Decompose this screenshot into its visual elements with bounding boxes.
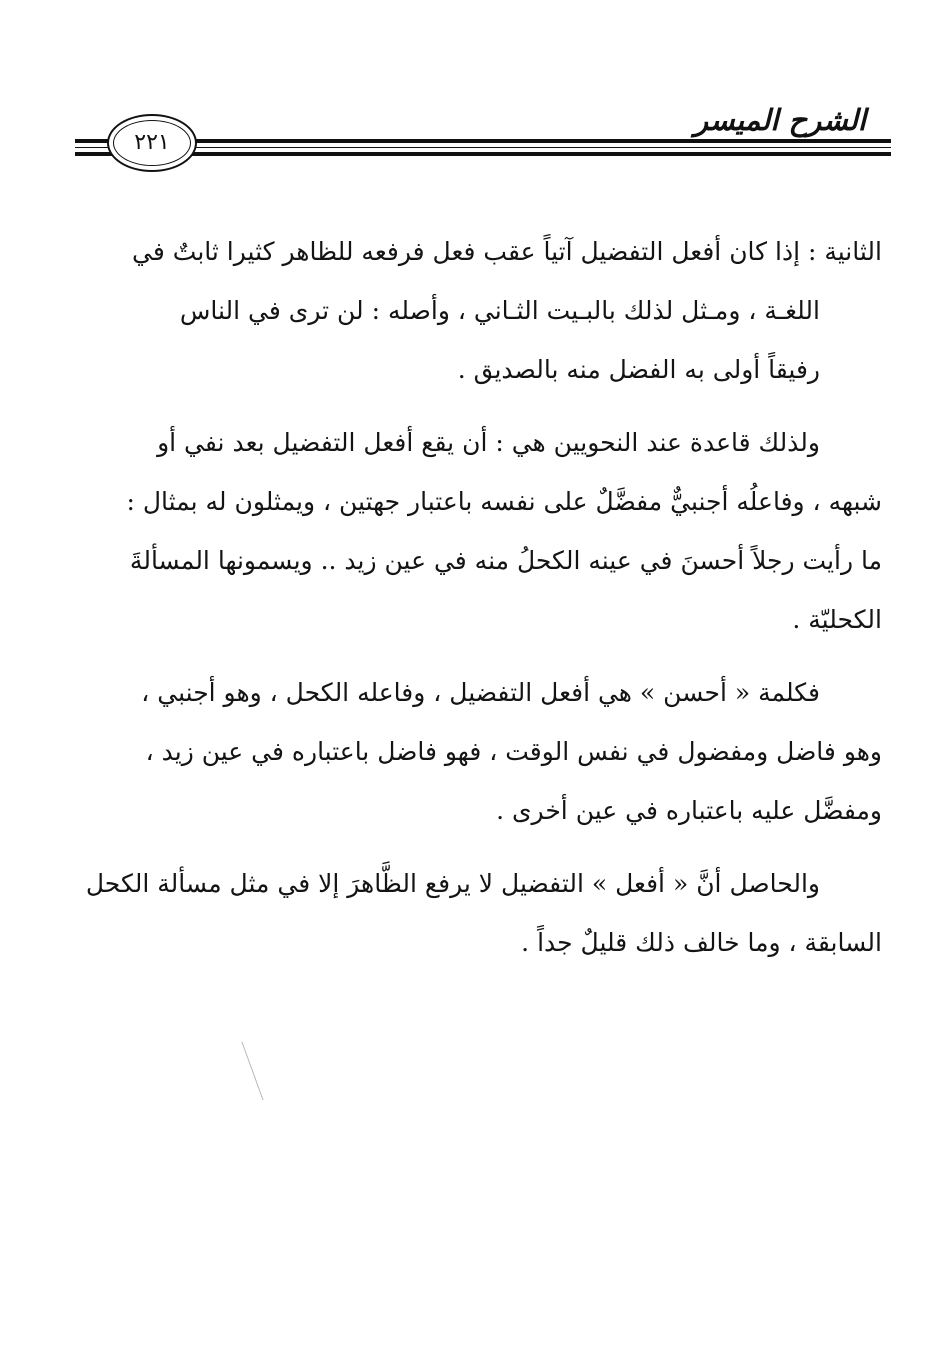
- paragraph-4: [70, 854, 882, 972]
- header-rule-middle: [75, 147, 891, 148]
- paragraph-line: الثانية : إذا كان أفعل التفضيل آتياً عقب فعل فرفعه للظاهر كثيرا ثابتٌ في: [132, 237, 882, 266]
- paragraph-line: فكلمة « أحسن » هي أفعل التفضيل ، وفاعله الكحل ، وهو أجنبي ،: [141, 678, 820, 707]
- page-body: [70, 222, 882, 972]
- paragraph-line: السابقة ، وما خالف ذلك قليلٌ جداً .: [521, 928, 882, 957]
- paragraph-line: وهو فاضل ومفضول في نفس الوقت ، فهو فاضل باعتباره في عين زيد ،: [145, 737, 882, 766]
- paragraph-1: [70, 222, 882, 399]
- paragraph-line: ما رأيت رجلاً أحسنَ في عينه الكحلُ منه في عين زيد .. ويسمونها المسألةَ: [129, 546, 882, 575]
- paragraph-line: رفيقاً أولى به الفضل منه بالصديق .: [457, 355, 820, 384]
- header-rule-bottom: [75, 152, 891, 156]
- header-rule-top: [75, 139, 891, 143]
- scan-artifact-mark: [241, 1042, 263, 1101]
- paragraph-line: والحاصل أنَّ « أفعل » التفضيل لا يرفع الظَّاهرَ إلا في مثل مسألة الكحل: [85, 869, 820, 898]
- book-title: الشرح الميسر: [694, 103, 866, 137]
- paragraph-line: شبهه ، وفاعلُه أجنبيٌّ مفضَّلٌ على نفسه باعتبار جهتين ، ويمثلون له بمثال :: [126, 487, 882, 516]
- paragraph-line: اللغـة ، ومـثل لذلك بالبـيت الثـاني ، وأصله : لن ترى في الناس: [179, 296, 820, 325]
- paragraph-line: ومفضَّل عليه باعتباره في عين أخرى .: [496, 796, 882, 825]
- paragraph-2: [70, 413, 882, 649]
- paragraph-3: [70, 663, 882, 840]
- paragraph-line: ولذلك قاعدة عند النحويين هي : أن يقع أفعل التفضيل بعد نفي أو: [157, 428, 820, 457]
- paragraph-line: الكحليّة .: [792, 605, 882, 634]
- page-number: ٢٢١: [134, 130, 170, 155]
